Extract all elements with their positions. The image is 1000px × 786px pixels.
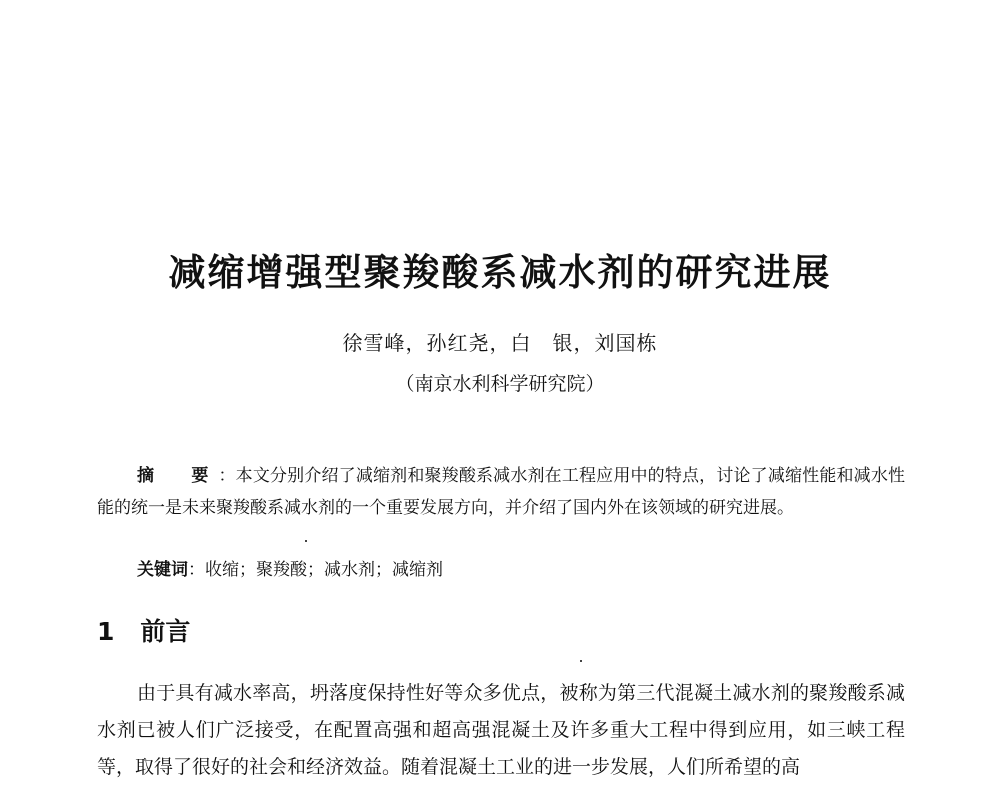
author-list: 徐雪峰，孙红尧，白 银，刘国栋 — [342, 331, 658, 355]
paper-title: 减缩增强型聚羧酸系减水剂的研究进展 — [168, 251, 832, 294]
keywords — [137, 555, 443, 580]
scan-speck — [305, 540, 307, 542]
keywords-text: ：收缩；聚羧酸；减水剂；减缩剂 — [188, 560, 443, 580]
body-paragraph: 由于具有减水率高，坍落度保持性好等众多优点，被称为第三代混凝土减水剂的聚羧酸系减水剂已被人们广泛接受，在配置高强和超高强混凝土及许多重大工程中得到应用，如三峡工程等，取得了很好的社会和经济效益。随着混凝土工业的进一步发展，人们所希望的高 — [97, 682, 905, 778]
abstract — [97, 460, 905, 524]
section-heading — [97, 612, 190, 648]
keywords-label: 关键词 — [137, 560, 188, 580]
abstract-text: ：本文分别介绍了减缩剂和聚羧酸系减水剂在工程应用中的特点，讨论了减缩性能和减水性能的统一是未来聚羧酸系减水剂的一个重要发展方向，并介绍了国内外在该领域的研究进展。 — [97, 466, 905, 518]
affiliation: （南京水利科学研究院） — [395, 373, 605, 395]
section-number: 1 — [97, 617, 115, 646]
scan-speck — [580, 660, 582, 662]
abstract-label: 摘 要 — [137, 466, 219, 486]
section-title: 前言 — [140, 617, 191, 646]
